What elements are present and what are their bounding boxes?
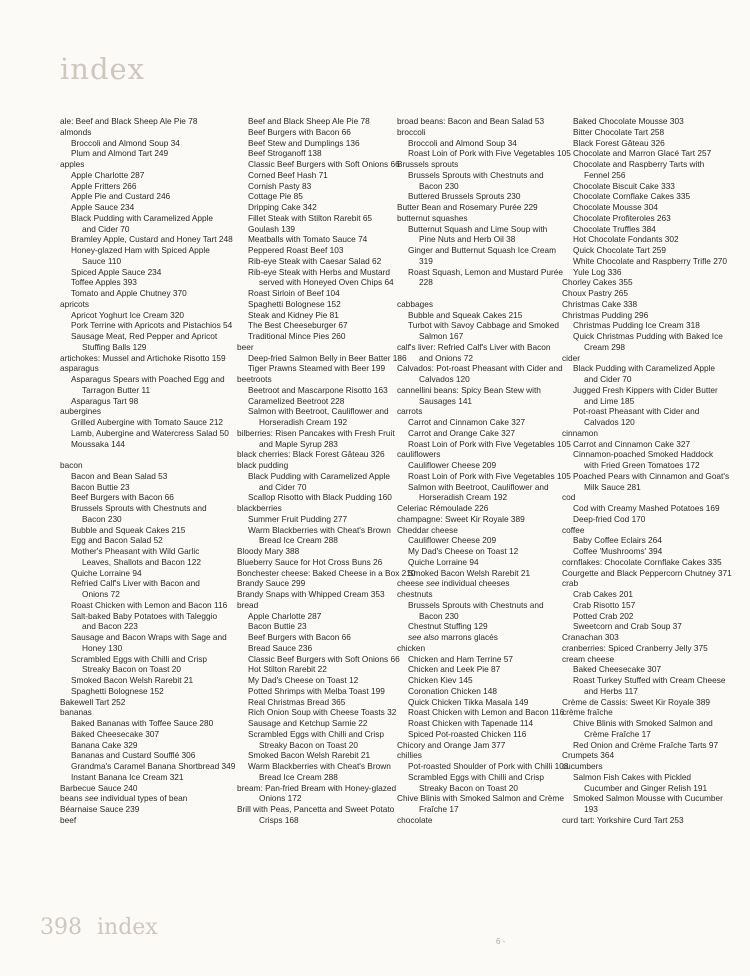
- index-heading: chicken: [397, 642, 426, 653]
- index-entry: Tiger Prawns Steamed with Beer 199: [248, 363, 386, 374]
- index-entry: Chocolate Profiteroles 263: [573, 212, 671, 223]
- index-entry: Pot-roasted Shoulder of Pork with Chilli 108: [408, 761, 569, 771]
- index-heading: bream: Pan-fried Bream with Honey-glazed: [237, 782, 397, 793]
- index-heading: aubergines: [60, 406, 102, 417]
- index-entry: Beef Burgers with Bacon 66: [71, 492, 174, 503]
- index-entry: Cod with Creamy Mashed Potatoes 169: [573, 503, 720, 513]
- index-entry: Dripping Cake 342: [248, 202, 317, 212]
- index-entry: Milk Sauce 281: [584, 481, 641, 492]
- index-entry: Salmon 167: [419, 331, 464, 341]
- index-entry: and Lime 185: [584, 395, 635, 406]
- index-heading: Crumpets 364: [562, 750, 615, 761]
- index-entry: Chocolate and Marron Glacé Tart 257: [573, 148, 712, 159]
- index-entry: Salmon with Beetroot, Cauliflower and: [408, 481, 549, 492]
- index-entry: Baby Coffee Eclairs 264: [573, 535, 662, 546]
- index-entry: Leaves, Shallots and Bacon 122: [82, 556, 202, 567]
- index-entry: Streaky Bacon on Toast 20: [82, 664, 182, 675]
- index-heading: Courgette and Black Peppercorn Chutney 371: [562, 567, 732, 578]
- index-entry: Spaghetti Bolognese 152: [71, 685, 164, 696]
- index-entry: Scrambled Eggs with Chilli and Crisp: [71, 653, 208, 664]
- index-entry: Quiche Lorraine 94: [71, 567, 142, 578]
- index-entry: Rich Onion Soup with Cheese Toasts 32: [248, 707, 397, 718]
- index-entry: Brussels Sprouts with Chestnuts and: [408, 599, 544, 610]
- index-entry: Smoked Bacon Welsh Rarebit 21: [408, 567, 531, 578]
- index-entry: Roast Chicken with Lemon and Bacon 116: [71, 599, 228, 610]
- index-column-1: [60, 116, 236, 826]
- index-entry: Bread Ice Cream 288: [259, 535, 338, 546]
- index-heading: crab: [562, 578, 579, 589]
- index-entry: Grandma's Caramel Banana Shortbread 349: [71, 761, 236, 771]
- index-heading: cider: [562, 352, 580, 363]
- index-entry: Yule Log 336: [573, 266, 622, 277]
- index-heading: Choux Pastry 265: [562, 288, 628, 298]
- index-heading: calf's liver: Refried Calf's Liver with Bacon: [397, 341, 551, 352]
- index-heading: chestnuts: [397, 589, 433, 599]
- index-entry: My Dad's Cheese on Toast 12: [408, 546, 519, 556]
- index-entry: Potted Crab 202: [573, 610, 634, 621]
- index-heading: cucumbers: [562, 761, 603, 771]
- index-entry: Asparagus Tart 98: [71, 395, 139, 406]
- index-entry: Butternut Squash and Lime Soup with: [408, 223, 548, 234]
- index-heading: curd tart: Yorkshire Curd Tart 253: [562, 814, 684, 825]
- index-entry: Fraîche 17: [419, 804, 459, 814]
- index-entry: Roast Turkey Stuffed with Cream Cheese: [573, 675, 726, 685]
- index-heading: Brill with Peas, Pancetta and Sweet Potato: [237, 804, 395, 814]
- index-entry: Tomato and Apple Chutney 370: [71, 288, 187, 298]
- index-entry: served with Honeyed Oven Chips 64: [259, 277, 394, 288]
- index-entry: Bananas and Custard Soufflé 306: [71, 750, 196, 761]
- index-heading: carrots: [397, 406, 423, 417]
- index-entry: and Herbs 117: [584, 685, 638, 696]
- index-entry: Apple Charlotte 287: [248, 610, 322, 621]
- index-entry: Chicken and Leek Pie 87: [408, 664, 501, 675]
- index-entry: Honey-glazed Ham with Spiced Apple: [71, 245, 210, 255]
- index-entry: Refried Calf's Liver with Bacon and: [71, 578, 200, 589]
- index-entry: Pine Nuts and Herb Oil 38: [419, 234, 516, 245]
- index-entry: Carrot and Cinnamon Cake 327: [573, 438, 691, 449]
- index-entry: Sausage and Ketchup Sarnie 22: [248, 718, 368, 728]
- index-entry: Apple Pie and Custard 246: [71, 191, 171, 202]
- index-entry: Smoked Bacon Welsh Rarebit 21: [71, 675, 194, 685]
- index-entry: Chocolate Truffles 384: [573, 223, 656, 234]
- index-heading: beef: [60, 814, 77, 825]
- index-entry: Calvados 120: [419, 374, 470, 384]
- index-entry: Salt-baked Baby Potatoes with Taleggio: [71, 610, 218, 621]
- index-heading: cranberries: Spiced Cranberry Jelly 375: [562, 642, 708, 653]
- index-entry: Baked Cheesecake 307: [573, 664, 662, 675]
- index-entry: Bacon Buttie 23: [248, 621, 307, 632]
- index-entry: Quick Chocolate Tart 259: [573, 245, 667, 255]
- index-entry: Meatballs with Tomato Sauce 74: [248, 234, 368, 245]
- index-entry: Spiced Apple Sauce 234: [71, 266, 162, 277]
- index-entry: Cornish Pasty 83: [248, 180, 312, 191]
- index-entry: 319: [419, 255, 433, 266]
- index-entry: Brussels Sprouts with Chestnuts and: [408, 169, 544, 180]
- index-entry: Roast Chicken with Tapenade 114: [408, 718, 534, 728]
- index-heading: Butter Bean and Rosemary Purée 229: [397, 202, 538, 212]
- index-entry: Rib-eye Steak with Caesar Salad 62: [248, 255, 382, 266]
- index-entry: Beef Stew and Dumplings 136: [248, 137, 360, 148]
- page-number: 398: [40, 915, 82, 940]
- index-entry: Turbot with Savoy Cabbage and Smoked: [408, 320, 559, 331]
- index-entry: Bramley Apple, Custard and Honey Tart 248: [71, 234, 233, 245]
- index-entry: Spaghetti Bolognese 152: [248, 298, 341, 309]
- index-entry: Plum and Almond Tart 249: [71, 148, 169, 159]
- index-heading: crème fraîche: [562, 707, 613, 718]
- index-entry: Beef and Black Sheep Ale Pie 78: [248, 116, 370, 126]
- index-column-4: [562, 116, 732, 826]
- index-entry: Asparagus Spears with Poached Egg and: [71, 374, 225, 384]
- index-heading: Crème de Cassis: Sweet Kir Royale 389: [562, 696, 711, 707]
- index-entry: Deep-fried Cod 170: [573, 513, 646, 524]
- index-heading: Bonchester cheese: Baked Cheese in a Box 210: [237, 567, 416, 578]
- index-heading: Chorley Cakes 355: [562, 277, 633, 288]
- index-entry: Bacon 230: [82, 513, 122, 524]
- index-heading: bread: [237, 599, 259, 610]
- index-entry: Classic Beef Burgers with Soft Onions 66: [248, 653, 400, 664]
- index-entry: Broccoli and Almond Soup 34: [408, 137, 517, 148]
- index-entry: Baked Chocolate Mousse 303: [573, 116, 684, 126]
- index-entry: Pot-roast Pheasant with Cider and: [573, 406, 700, 417]
- index-heading: bananas: [60, 707, 92, 718]
- index-entry: Beef Stroganoff 138: [248, 148, 322, 159]
- index-entry: Onions 172: [259, 793, 302, 804]
- index-entry: Instant Banana Ice Cream 321: [71, 771, 184, 782]
- index-entry: Christmas Pudding Ice Cream 318: [573, 320, 700, 331]
- index-heading: Cranachan 303: [562, 632, 619, 642]
- index-entry: Hot Stilton Rarebit 22: [248, 664, 327, 675]
- index-entry: Roast Loin of Pork with Five Vegetables 105: [408, 470, 571, 481]
- index-entry: Baked Bananas with Toffee Sauce 280: [71, 718, 214, 728]
- index-entry: Smoked Bacon Welsh Rarebit 21: [248, 750, 371, 761]
- index-entry: Crème Fraîche 17: [584, 728, 651, 739]
- index-entry: Fillet Steak with Stilton Rarebit 65: [248, 212, 373, 223]
- index-entry: Warm Blackberries with Cheat's Brown: [248, 524, 391, 535]
- index-entry: Buttered Brussels Sprouts 230: [408, 191, 521, 202]
- index-entry: Roast Squash, Lemon and Mustard Purée: [408, 266, 563, 277]
- index-entry: Smoked Salmon Mousse with Cucumber: [573, 793, 723, 804]
- index-entry: Mother's Pheasant with Wild Garlic: [71, 546, 200, 556]
- index-heading: champagne: Sweet Kir Royale 389: [397, 513, 525, 524]
- index-heading: black pudding: [237, 460, 289, 470]
- index-entry: Cinnamon-poached Smoked Haddock: [573, 449, 714, 460]
- index-entry: Apricot Yoghurt Ice Cream 320: [71, 309, 184, 320]
- index-heading: cinnamon: [562, 427, 598, 438]
- index-entry: Tarragon Butter 11: [82, 384, 151, 395]
- index-heading: Barbecue Sauce 240: [60, 782, 138, 793]
- index-entry: Bubble and Squeak Cakes 215: [408, 309, 523, 320]
- index-heading: almonds: [60, 126, 92, 137]
- index-entry: Sausage Meat, Red Pepper and Apricot: [71, 331, 218, 341]
- index-heading: chocolate: [397, 814, 433, 825]
- index-heading: Bloody Mary 388: [237, 546, 300, 556]
- index-entry: Fennel 256: [584, 169, 626, 180]
- index-entry: Chocolate and Raspberry Tarts with: [573, 159, 705, 169]
- index-entry: Sweetcorn and Crab Soup 37: [573, 621, 682, 632]
- index-entry: Deep-fried Salmon Belly in Beer Batter 186: [248, 352, 407, 363]
- index-entry: Grilled Aubergine with Tomato Sauce 212: [71, 417, 224, 427]
- index-heading: cheese see individual cheeses: [397, 578, 510, 589]
- index-entry: Scallop Risotto with Black Pudding 160: [248, 492, 392, 503]
- index-entry: Quick Chicken Tikka Masala 149: [408, 696, 529, 707]
- index-entry: Roast Loin of Pork with Five Vegetables 105: [408, 148, 571, 159]
- index-entry: Poached Pears with Cinnamon and Goat's: [573, 470, 730, 481]
- index-entry: Beef Burgers with Bacon 66: [248, 632, 351, 642]
- index-entry: Bitter Chocolate Tart 258: [573, 126, 665, 137]
- index-entry: Chocolate Cornflake Cakes 335: [573, 191, 691, 202]
- index-heading: Chicory and Orange Jam 377: [397, 739, 506, 750]
- index-entry: Carrot and Cinnamon Cake 327: [408, 417, 526, 427]
- printer-mark: 6 -: [496, 937, 506, 946]
- index-entry: Black Forest Gâteau 326: [573, 137, 665, 148]
- index-heading: cream cheese: [562, 653, 615, 664]
- index-entry: My Dad's Cheese on Toast 12: [248, 675, 359, 685]
- index-heading: chillies: [397, 750, 422, 761]
- index-entry: Banana Cake 329: [71, 739, 138, 750]
- index-entry: Stuffing Balls 129: [82, 341, 147, 352]
- index-entry: Caramelized Beetroot 228: [248, 395, 345, 406]
- index-entry: and Cider 70: [82, 223, 130, 234]
- index-entry: Hot Chocolate Fondants 302: [573, 234, 679, 245]
- index-entry: Streaky Bacon on Toast 20: [259, 739, 359, 750]
- index-heading: broccoli: [397, 126, 426, 137]
- index-entry: Potted Shrimps with Melba Toast 199: [248, 685, 385, 696]
- index-entry: Cauliflower Cheese 209: [408, 535, 497, 546]
- index-entry: Apple Fritters 266: [71, 180, 137, 191]
- index-entry: Chocolate Biscuit Cake 333: [573, 180, 675, 191]
- index-entry: Corned Beef Hash 71: [248, 169, 328, 180]
- index-entry: Quick Christmas Pudding with Baked Ice: [573, 331, 723, 341]
- index-heading: Christmas Cake 338: [562, 298, 638, 309]
- index-entry: Red Onion and Crème Fraîche Tarts 97: [573, 739, 719, 750]
- index-entry: Bacon and Bean Salad 53: [71, 470, 168, 481]
- index-entry: Bread Sauce 236: [248, 642, 313, 653]
- index-heading: broad beans: Bacon and Bean Salad 53: [397, 116, 545, 126]
- index-heading: apricots: [60, 298, 90, 309]
- index-heading: Celeriac Rémoulade 226: [397, 503, 489, 513]
- index-heading: bacon: [60, 460, 83, 470]
- index-entry: Horseradish Cream 192: [419, 492, 508, 503]
- index-entry: Real Christmas Bread 365: [248, 696, 346, 707]
- index-entry: Crab Risotto 157: [573, 599, 636, 610]
- index-heading: Cheddar cheese: [397, 524, 458, 535]
- index-entry: Quiche Lorraine 94: [408, 556, 479, 567]
- index-entry: Coronation Chicken 148: [408, 685, 498, 696]
- index-heading: cabbages: [397, 298, 433, 309]
- index-entry: Roast Sirloin of Beef 104: [248, 288, 340, 298]
- index-entry: Broccoli and Almond Soup 34: [71, 137, 180, 148]
- index-entry: Rib-eye Steak with Herbs and Mustard: [248, 266, 391, 277]
- index-entry: Sausages 141: [419, 395, 473, 406]
- index-entry: Moussaka 144: [71, 438, 125, 449]
- index-entry: Pork Terrine with Apricots and Pistachios 54: [71, 320, 233, 331]
- index-entry: Coffee 'Mushrooms' 394: [573, 546, 663, 556]
- index-heading: beetroots: [237, 374, 272, 384]
- index-heading: cauliflowers: [397, 449, 441, 460]
- index-entry: Beetroot and Mascarpone Risotto 163: [248, 384, 388, 395]
- index-entry: Cottage Pie 85: [248, 191, 303, 202]
- index-entry: Cream 298: [584, 341, 626, 352]
- index-entry: Crisps 168: [259, 814, 299, 825]
- index-entry: Goulash 139: [248, 223, 296, 234]
- index-entry: The Best Cheeseburger 67: [248, 320, 348, 331]
- index-columns: [60, 116, 732, 896]
- index-heading: artichokes: Mussel and Artichoke Risotto 159: [60, 352, 226, 363]
- page-footer: [40, 915, 166, 940]
- index-heading: black cherries: Black Forest Gâteau 326: [237, 449, 385, 460]
- index-entry: Onions 72: [82, 589, 120, 599]
- index-entry: with Fried Green Tomatoes 172: [584, 460, 700, 470]
- index-entry: Streaky Bacon on Toast 20: [419, 782, 519, 793]
- index-entry: Cauliflower Cheese 209: [408, 460, 497, 470]
- index-entry: and Cider 70: [584, 374, 632, 384]
- index-entry: Chive Blinis with Smoked Salmon and: [573, 718, 713, 728]
- index-entry: Black Pudding with Caramelized Apple: [573, 363, 716, 374]
- index-heading: Béarnaise Sauce 239: [60, 804, 140, 814]
- index-heading: coffee: [562, 524, 585, 535]
- index-heading: beans see individual types of bean: [60, 793, 188, 804]
- index-entry: Black Pudding with Caramelized Apple: [248, 470, 391, 481]
- index-heading: Brussels sprouts: [397, 159, 459, 169]
- index-entry: Salmon with Beetroot, Cauliflower and: [248, 406, 389, 417]
- index-entry: White Chocolate and Raspberry Trifle 270: [573, 255, 728, 266]
- index-entry: and Cider 70: [259, 481, 307, 492]
- index-heading: asparagus: [60, 363, 99, 374]
- index-entry: and Bacon 223: [82, 621, 138, 632]
- index-heading: Bakewell Tart 252: [60, 696, 126, 707]
- index-entry: Apple Charlotte 287: [71, 169, 145, 180]
- index-entry: Bread Ice Cream 288: [259, 771, 338, 782]
- index-heading: Chive Blinis with Smoked Salmon and Crème: [397, 793, 564, 804]
- page-title: index: [60, 52, 146, 86]
- index-entry: Horseradish Cream 192: [259, 417, 348, 427]
- index-heading: apples: [60, 159, 85, 169]
- index-entry: Chocolate Mousse 304: [573, 202, 658, 212]
- index-entry: Classic Beef Burgers with Soft Onions 66: [248, 159, 400, 169]
- index-entry: Apple Sauce 234: [71, 202, 135, 212]
- index-heading: cannellini beans: Spicy Bean Stew with: [397, 384, 541, 395]
- index-entry: Baked Cheesecake 307: [71, 728, 160, 739]
- index-entry: Bacon 230: [419, 610, 459, 621]
- index-entry: Summer Fruit Pudding 277: [248, 513, 348, 524]
- index-entry: Chicken Kiev 145: [408, 675, 473, 685]
- index-heading: ale: Beef and Black Sheep Ale Pie 78: [60, 116, 198, 126]
- index-entry: Toffee Apples 393: [71, 277, 137, 288]
- index-heading: blackberries: [237, 503, 282, 513]
- index-entry: Scrambled Eggs with Chilli and Crisp: [408, 771, 545, 782]
- index-heading: butternut squashes: [397, 212, 468, 223]
- index-entry: Chestnut Stuffing 129: [408, 621, 488, 632]
- index-entry: Peppered Roast Beef 103: [248, 245, 344, 255]
- index-entry: 228: [419, 277, 433, 288]
- index-entry: Roast Loin of Pork with Five Vegetables 105: [408, 438, 571, 449]
- index-spacer: [397, 288, 557, 299]
- index-entry: Black Pudding with Caramelized Apple: [71, 212, 214, 223]
- index-entry: Carrot and Orange Cake 327: [408, 427, 516, 438]
- index-heading: Brandy Sauce 299: [237, 578, 306, 589]
- index-heading: Blueberry Sauce for Hot Cross Buns 26: [237, 556, 383, 567]
- index-entry: Beef Burgers with Bacon 66: [248, 126, 351, 137]
- index-entry: Bubble and Squeak Cakes 215: [71, 524, 186, 535]
- index-heading: cod: [562, 492, 576, 503]
- index-entry: Jugged Fresh Kippers with Cider Butter: [573, 384, 718, 395]
- index-spacer: [60, 449, 220, 460]
- index-entry: Cucumber and Ginger Relish 191: [584, 782, 708, 793]
- index-entry: Egg and Bacon Salad 52: [71, 535, 163, 546]
- index-heading: beer: [237, 341, 254, 352]
- index-entry: Brussels Sprouts with Chestnuts and: [71, 503, 207, 513]
- index-entry: Honey 130: [82, 642, 123, 653]
- index-entry: Scrambled Eggs with Chilli and Crisp: [248, 728, 385, 739]
- index-entry: Chicken and Ham Terrine 57: [408, 653, 513, 664]
- index-heading: bilberries: Risen Pancakes with Fresh Fruit: [237, 427, 395, 438]
- index-entry: see also marrons glacés: [408, 632, 498, 642]
- index-entry: Sauce 110: [82, 255, 122, 266]
- index-entry: Roast Chicken with Lemon and Bacon 116: [408, 707, 565, 718]
- index-entry: Sausage and Bacon Wraps with Sage and: [71, 632, 227, 642]
- index-entry: Lamb, Aubergine and Watercress Salad 50: [71, 427, 229, 438]
- index-entry: Spiced Pot-roasted Chicken 116: [408, 728, 527, 739]
- index-heading: Christmas Pudding 296: [562, 309, 649, 320]
- index-entry: Traditional Mince Pies 260: [248, 331, 346, 341]
- index-entry: Steak and Kidney Pie 81: [248, 309, 339, 320]
- index-entry: and Onions 72: [419, 352, 473, 363]
- index-heading: Calvados: Pot-roast Pheasant with Cider and: [397, 363, 563, 374]
- index-entry: Calvados 120: [584, 417, 635, 427]
- index-heading: Brandy Snaps with Whipped Cream 353: [237, 589, 385, 599]
- index-entry: Bacon 230: [419, 180, 459, 191]
- index-entry: Bacon Buttie 23: [71, 481, 130, 492]
- index-heading: cornflakes: Chocolate Cornflake Cakes 335: [562, 556, 722, 567]
- index-entry: Warm Blackberries with Cheat's Brown: [248, 761, 391, 771]
- index-entry: Crab Cakes 201: [573, 589, 633, 599]
- index-entry: and Maple Syrup 283: [259, 438, 338, 449]
- index-entry: 193: [584, 804, 598, 814]
- index-entry: Ginger and Butternut Squash Ice Cream: [408, 245, 557, 255]
- footer-label: index: [97, 915, 158, 940]
- index-entry: Salmon Fish Cakes with Pickled: [573, 771, 692, 782]
